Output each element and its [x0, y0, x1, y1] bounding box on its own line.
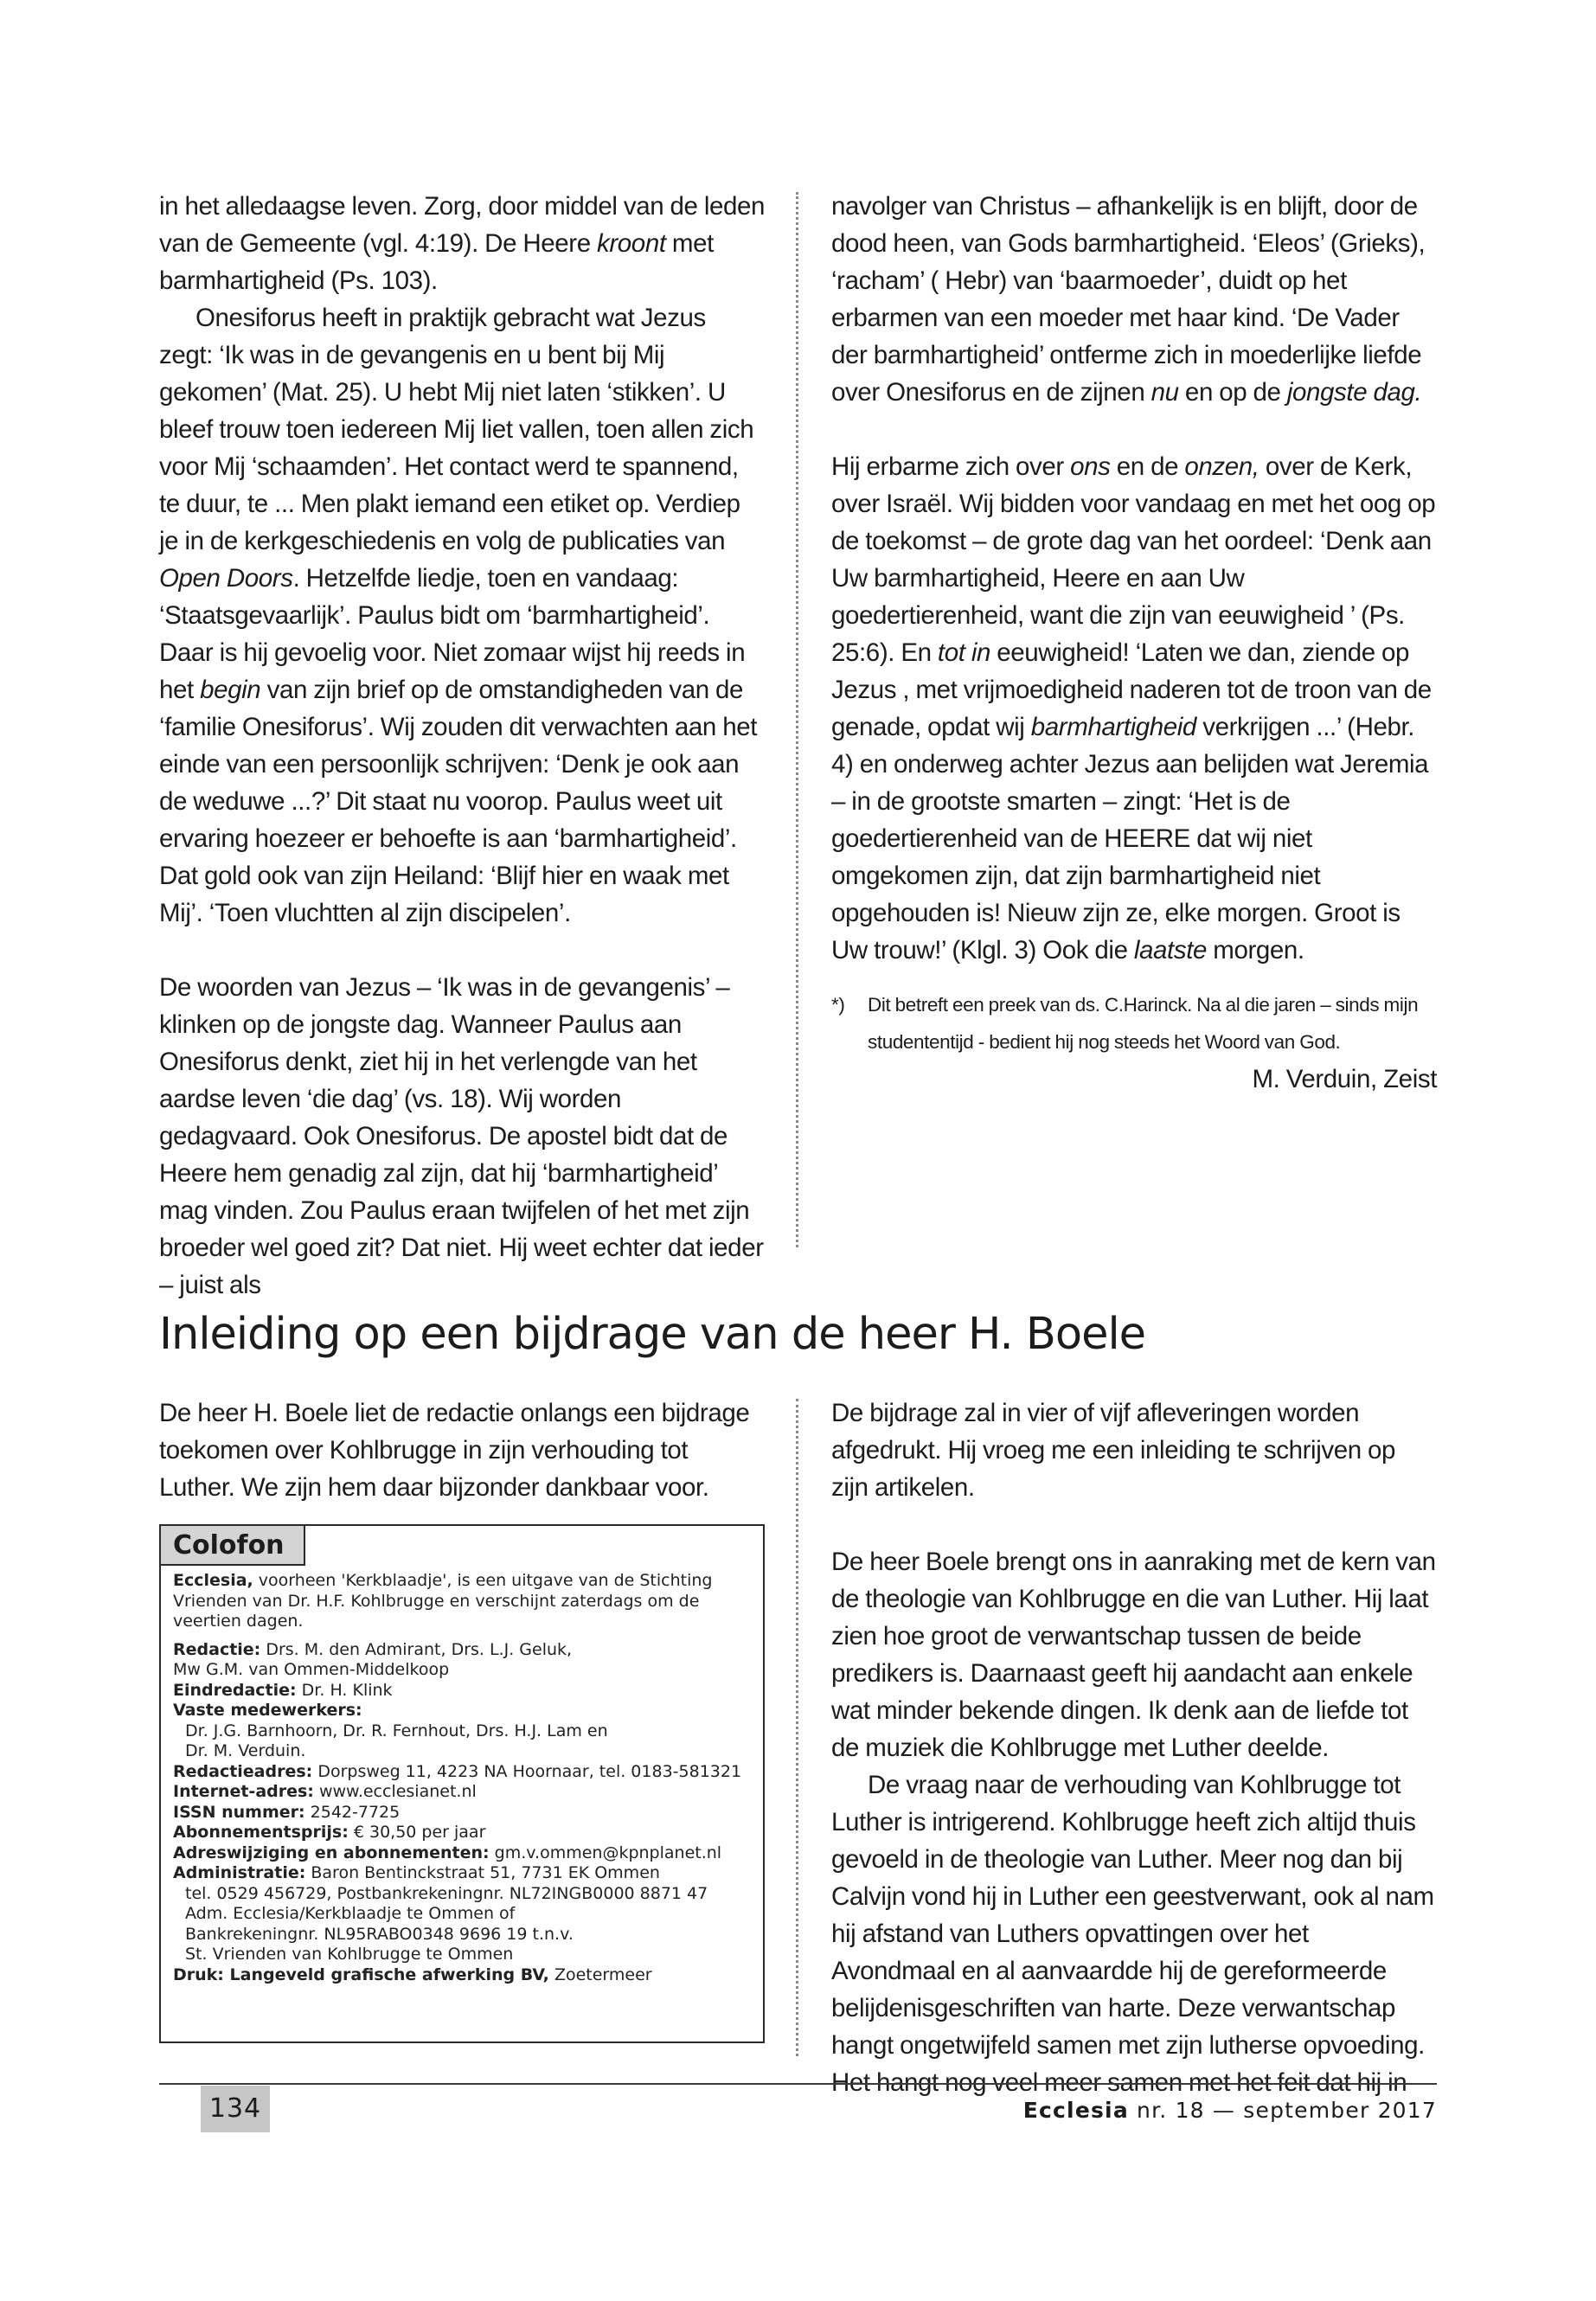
text-run: over de Kerk, over Israël. Wij bidden voor vandaag en met het oog op de toekomst – de grote dag van het oordeel: ‘Denk aan Uw barmhartigheid, Heere en aan Uw goedertierenheid, want die zijn van eeuwigheid ’ (Ps. 25:6). En	[831, 452, 1436, 667]
colofon-label: Druk: Langeveld grafische afwerking BV,	[173, 1965, 549, 1984]
footnote-mark: *)	[831, 994, 845, 1016]
text-run: verkrijgen ...’ (Hebr. 4) en onderweg achter Jezus aan belijden wat Jeremia – in de grootste smarten – zingt: ‘Het is de goedertierenheid van de HEERE dat wij niet omgekomen zijn, dat zijn barmhartigheid niet opgehouden is! Nieuw zijn ze, elke morgen. Groot is Uw trouw!’ (Klgl. 3) Ook die	[831, 713, 1429, 965]
colofon-row: St. Vrienden van Kohlbrugge te Ommen	[185, 1945, 514, 1964]
emphasis: Open Doors	[159, 564, 293, 593]
emphasis: ons	[1070, 452, 1111, 481]
text-run: en de	[1110, 452, 1185, 481]
paragraph: De bijdrage zal in vier of vijf afleveringen worden afgedrukt. Hij vroeg me een inleiding te schrijven op zijn artikelen.	[831, 1399, 1396, 1502]
footnote	[831, 986, 1437, 1061]
colofon-value: Zoetermeer	[548, 1965, 652, 1984]
paragraph: De vraag naar de verhouding van Kohlbrugge tot Luther is intrigerend. Kohlbrugge heeft zich altijd thuis gevoeld in de theologie van Luther. Meer nog dan bij Calvijn vond hij in Luther een geestverwant, ook al nam hij afstand van Luthers opvattingen over het Avondmaal en al aanvaardde hij de gereformeerde belijdenisgeschriften van harte. Deze verwantschap hangt ongetwijfeld samen met zijn lutherse opvoeding. Het hangt nog veel meer samen met het feit dat hij in	[831, 1771, 1434, 2097]
text-run: Hij erbarme zich over	[831, 452, 1071, 481]
colofon-label: Redactie:	[173, 1639, 261, 1659]
emphasis: kroont	[597, 229, 666, 258]
colofon-row	[173, 1640, 751, 1661]
colofon-row: Dr. J.G. Barnhoorn, Dr. R. Fernhout, Drs. H.J. Lam en	[185, 1721, 608, 1740]
colofon-value: voorheen 'Kerkblaadje', is een uitgave van de Stichting Vrienden van Dr. H.F. Kohlbrugge en verschijnt zaterdags om de veertien dagen.	[173, 1571, 713, 1631]
colofon-label: Abonnementsprijs:	[173, 1823, 349, 1842]
paragraph	[159, 188, 765, 299]
emphasis: tot in	[937, 638, 990, 667]
colofon-value: gm.v.ommen@kpnplanet.nl	[489, 1843, 722, 1862]
colofon-body	[161, 1566, 763, 1985]
colofon-label: Internet-adres:	[173, 1782, 314, 1801]
emphasis: jongste dag.	[1286, 378, 1422, 407]
colofon-label: Redactieadres:	[173, 1761, 313, 1781]
footnote-text: Dit betreft een preek van ds. C.Harinck. Na al die jaren – sinds mijn studententijd - bedient hij nog steeds het Woord van God.	[868, 994, 1419, 1053]
paragraph: De heer Boele brengt ons in aanraking met de kern van de theologie van Kohlbrugge en die van Luther. Hij laat zien hoe groot de verwantschap tussen de beide predikers is. Daarnaast geeft hij aandacht aan enkele wat minder bekende dingen. Ik denk aan de liefde tot de muziek die Kohlbrugge met Luther deelde.	[831, 1548, 1436, 1762]
journal-name: Ecclesia	[1022, 2098, 1129, 2123]
footer-rule	[159, 2083, 1437, 2085]
colofon-row	[173, 1701, 751, 1721]
text-run: morgen.	[1207, 936, 1304, 965]
colofon-label: Vaste medewerkers:	[173, 1701, 362, 1720]
colofon-value: Baron Bentinckstraat 51, 7731 EK Ommen	[305, 1863, 660, 1882]
paragraph: De heer H. Boele liet de redactie onlangs een bijdrage toekomen over Kohlbrugge in zijn verhouding tot Luther. We zijn hem daar bijzonder dankbaar voor.	[159, 1399, 750, 1502]
colofon-row	[173, 1762, 751, 1783]
colofon-row: Adm. Ecclesia/Kerkblaadje te Ommen of	[185, 1904, 516, 1923]
colofon-value: Drs. M. den Admirant, Drs. L.J. Geluk,	[260, 1639, 573, 1659]
text-run: . Hetzelfde liedje, toen en vandaag: ‘Staatsgevaarlijk’. Paulus bidt om ‘barmhartigheid’. Daar is hij gevoelig voor. Niet zomaar wijst hij reeds in het	[159, 564, 746, 704]
text-run: Onesiforus heeft in praktijk gebracht wat Jezus zegt: ‘Ik was in de gevangenis en u bent bij Mij gekomen’ (Mat. 25). U hebt Mij niet laten ‘stikken’. U bleef trouw toen iedereen Mij liet vallen, toen allen zich voor Mij ‘schaamden’. Het contact werd te spannend, te duur, te ... Men plakt iemand een etiket op. Verdiep je in de kerkgeschiedenis en volg de publicaties van	[159, 304, 754, 555]
text-run: eeuwigheid! ‘Laten we dan, ziende op Jezus , met vrijmoedigheid naderen tot de troon van de genade, opdat wij	[831, 638, 1432, 741]
page-number: 134	[201, 2086, 270, 2132]
column-divider	[796, 1399, 798, 2056]
article-column-left	[159, 1394, 765, 1506]
paragraph	[831, 448, 1437, 969]
paragraph	[831, 188, 1437, 411]
text-run: van zijn brief op de omstandigheden van de ‘familie Onesiforus’. Wij zouden dit verwachten aan het einde van een persoonlijk schrijven: ‘Denk je ook aan de weduwe ...?’ Dit staat nu voorop. Paulus weet uit ervaring hoezeer er behoefte is aan ‘barmhartigheid’. Dat gold ook van zijn Heiland: ‘Blijf hier en waak met Mij’. ‘Toen vluchtten al zijn discipelen’.	[159, 676, 758, 927]
colofon-value: Dorpsweg 11, 4223 NA Hoornaar, tel. 0183-581321	[312, 1761, 742, 1781]
paragraph: De woorden van Jezus – ‘Ik was in de gevangenis’ – klinken op de jongste dag. Wanneer Paulus aan Onesiforus denkt, ziet hij in het verlengde van het aardse leven ‘die dag’ (vs. 18). Wij worden gedagvaard. Ook Onesiforus. De apostel bidt dat de Heere hem genadig zal zijn, dat hij ‘barmhartigheid’ mag vinden. Zou Paulus eraan twijfelen of het met zijn broeder wel goed zit? Dat niet. Hij weet echter dat ieder – juist als	[159, 973, 764, 1299]
colofon-label: ISSN nummer:	[173, 1802, 305, 1822]
colofon-row	[173, 1681, 751, 1702]
colofon-value: Dr. H. Klink	[296, 1680, 393, 1700]
colofon-box	[159, 1524, 765, 2043]
text-run: en op de	[1178, 378, 1287, 407]
colofon-label: Eindredactie:	[173, 1680, 297, 1700]
column-top-right	[831, 188, 1437, 1098]
colofon-value: 2542-7725	[304, 1802, 401, 1822]
emphasis: nu	[1151, 378, 1179, 407]
colofon-row	[173, 1863, 751, 1884]
colofon-label: Administratie:	[173, 1863, 306, 1882]
emphasis: begin	[200, 676, 261, 704]
emphasis: onzen,	[1184, 452, 1259, 481]
author-signature: M. Verduin, Zeist	[1252, 1065, 1437, 1093]
colofon-heading: Colofon	[161, 1526, 305, 1566]
colofon-value: € 30,50 per jaar	[348, 1823, 486, 1842]
column-divider	[796, 192, 798, 1247]
colofon-row	[173, 1965, 751, 1986]
colofon-row: Bankrekeningnr. NL95RABO0348 9696 19 t.n.v.	[185, 1924, 574, 1944]
text-run: in het alledaagse leven. Zorg, door middel van de leden van de Gemeente (vgl. 4:19). De Heere	[159, 192, 766, 258]
article-column-right	[831, 1394, 1437, 2101]
column-top-left	[159, 188, 765, 1304]
emphasis: laatste	[1133, 936, 1208, 965]
colofon-row	[173, 1843, 751, 1864]
colofon-label: Adreswijziging en abonnementen:	[173, 1843, 490, 1862]
colofon-row: Dr. M. Verduin.	[185, 1741, 306, 1760]
colofon-value: www.ecclesianet.nl	[313, 1782, 477, 1801]
text-run: navolger van Christus – afhankelijk is en blijft, door de dood heen, van Gods barmhartigheid. ‘Eleos’ (Grieks), ‘racham’ ( Hebr) van ‘baarmoeder’, duidt op het erbarmen van een moeder met haar kind. ‘De Vader der barmhartigheid’ ontferme zich in moederlijke liefde over Onesiforus en de zijnen	[831, 192, 1426, 407]
colofon-row: Mw G.M. van Ommen-Middelkoop	[173, 1660, 450, 1679]
issue-info: nr. 18 — september 2017	[1128, 2098, 1437, 2123]
colofon-label: Ecclesia,	[173, 1571, 253, 1590]
article-title: Inleiding op een bijdrage van de heer H. Boele	[159, 1309, 1146, 1360]
emphasis: barmhartigheid	[1030, 713, 1196, 741]
colofon-row	[173, 1782, 751, 1803]
colofon-row	[173, 1823, 751, 1843]
colofon-row	[173, 1571, 751, 1632]
paragraph	[159, 299, 765, 932]
text-run: met barmhartigheid (Ps. 103).	[159, 229, 714, 295]
footer-journal-issue	[1023, 2092, 1437, 2130]
colofon-row	[173, 1803, 751, 1823]
colofon-row: tel. 0529 456729, Postbankrekeningnr. NL72INGB0000 8871 47	[185, 1883, 708, 1903]
